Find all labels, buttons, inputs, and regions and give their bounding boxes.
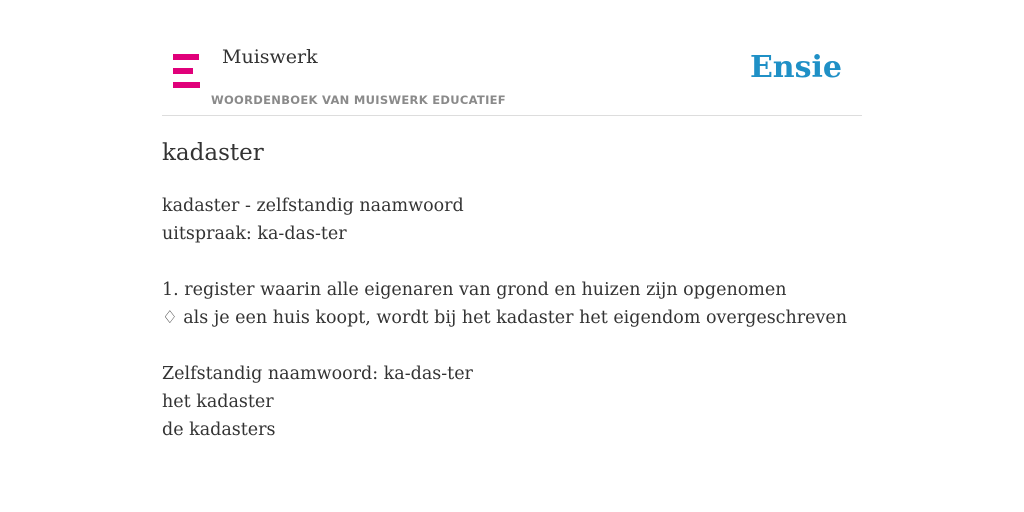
logo-bar-bottom — [173, 82, 200, 88]
definition-line-blank — [162, 248, 862, 276]
header — [162, 0, 862, 116]
definition-line-plural: de kadasters — [162, 420, 276, 440]
definition-line-singular: het kadaster — [162, 392, 274, 412]
ensie-logo-link[interactable]: Ensie — [749, 50, 842, 85]
logo-bar-middle — [173, 68, 193, 74]
entry-card — [162, 0, 862, 512]
muiswerk-logo-icon[interactable] — [173, 54, 200, 88]
definition-line-pronunciation: uitspraak: ka-das-ter — [162, 224, 347, 244]
definition-line-example: ♢ als je een huis koopt, wordt bij het kadaster het eigendom overgeschreven — [162, 308, 847, 328]
brand-subtitle: WOORDENBOEK VAN MUISWERK EDUCATIEF — [211, 93, 506, 107]
definition-line-wordclass: kadaster - zelfstandig naamwoord — [162, 196, 464, 216]
definition-line-blank — [162, 332, 862, 360]
page-title: kadaster — [162, 140, 264, 166]
logo-bar-top — [173, 54, 199, 60]
definition-line-meaning: 1. register waarin alle eigenaren van grond en huizen zijn opgenomen — [162, 280, 787, 300]
definition-body — [162, 192, 862, 444]
brand-name[interactable]: Muiswerk — [222, 46, 318, 68]
definition-line-hyphenation: Zelfstandig naamwoord: ka-das-ter — [162, 364, 473, 384]
